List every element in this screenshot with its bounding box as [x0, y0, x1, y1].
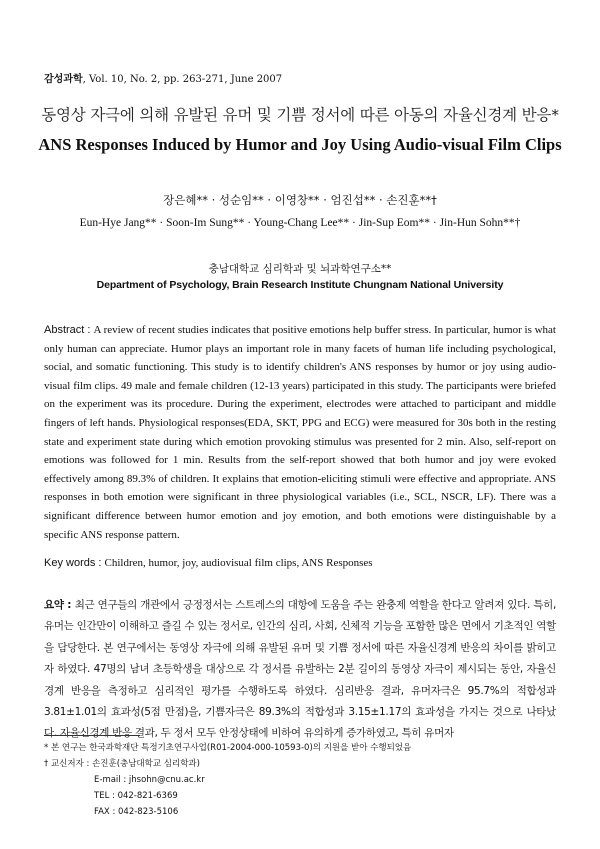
summary-label: 요약 :: [44, 599, 75, 611]
authors-korean: 장은혜** · 성순임** · 이영창** · 엄진섭** · 손진훈**†: [163, 193, 437, 207]
contact-fax: FAX : 042-823-5106: [94, 807, 179, 817]
journal-citation: [44, 70, 282, 85]
authors-english: Eun-Hye Jang** · Soon-Im Sung** · Young-Chang Lee** · Jin-Sup Eom** · Jin-Hun Sohn**†: [79, 217, 521, 229]
journal-volume-info: , Vol. 10, No. 2, pp. 263-271, June 2007: [82, 74, 283, 85]
abstract-text: A review of recent studies indicates that positive emotions help buffer stress. In particular, humor is what only human can appreciate. Humor plays an important role in many facets of human life including psychological, social, and somatic functioning. This study is to identify children's ANS responses by humor or joy using audio-visual film clips. 49 male and female children (12-13 years) participated in this study. The participants were briefed on the experiment was its procedure. During the experiment, electrodes were attached to participant and middle fingers of left hands. Physiological responses(EDA, SKT, PPG and ECG) were measured for 30s both in the resting state and experiment state during which emotion provoking stimulus was presented for 2 min. Also, self-report on emotions was followed for 1 min. Results from the self-report showed that both humor and joy were evoked effectively among 89.3% of children. It explains that emotion-eliciting stimuli were effective and appropriate. ANS responses in both emotion were significant in three physiological variables (i.e., SCL, NSCR, LF). There was a significant difference between humor emotion and joy emotion, and both emotions were distinguishable by a specific ANS response pattern.: [44, 324, 556, 541]
affiliation-korean: 충남대학교 심리학과 및 뇌과학연구소**: [208, 263, 392, 275]
footnote-divider: [44, 735, 140, 736]
affiliation-english: Department of Psychology, Brain Research Institute Chungnam National University: [96, 279, 504, 291]
paper-title-korean: 동영상 자극에 의해 유발된 유머 및 기쁨 정서에 따른 아동의 자율신경계 반응*: [41, 106, 559, 124]
korean-summary: [44, 595, 556, 745]
keywords-text: Children, humor, joy, audiovisual film clips, ANS Responses: [104, 557, 373, 569]
keywords-label: Key words :: [44, 557, 105, 569]
paper-title-english: ANS Responses Induced by Humor and Joy Using Audio-visual Film Clips: [38, 135, 562, 154]
journal-name: 감성과학: [44, 74, 83, 85]
contact-tel: TEL : 042-821-6369: [94, 791, 178, 801]
abstract: [44, 321, 556, 544]
keywords: [44, 557, 556, 569]
footnote-funding: * 본 연구는 한국과학재단 특정기초연구사업(R01-2004-000-10593-0)의 지원을 받아 수행되었음: [44, 743, 412, 753]
contact-email: E-mail : jhsohn@cnu.ac.kr: [94, 775, 205, 785]
footnote-corresponding-author: † 교신저자 : 손진훈(충남대학교 심리학과): [44, 759, 200, 769]
abstract-label: Abstract :: [44, 324, 94, 336]
summary-text: 최근 연구들의 개관에서 긍정정서는 스트레스의 대항에 도움을 주는 완충제 역할을 한다고 알려져 있다. 특히, 유머는 인간만이 이해하고 즐길 수 있는 정서로, 인간의 심리, 사회, 신체적 기능을 포함한 많은 면에서 기초적인 역할을 담당한다. 본 연구에서는 동영상 자극에 의해 유발된 유머 및 기쁨 정서에 따른 자율신경계 반응의 차이를 밝히고자 하였다. 47명의 남녀 초등학생을 대상으로 각 정서를 유발하는 2분 길이의 동영상 자극이 제시되는 동안, 자율신경계 반응을 측정하고 심리적인 평가를 수행하도록 하였다. 심리반응 결과, 유머자극은 95.7%의 적합성과 3.81±1.01의 효과성(5점 만점)을, 기쁨자극은 89.3%의 적합성과 3.15±1.17의 효과성을 가지는 것으로 나타났다. 자율신경계 반응 결과, 두 정서 모두 안정상태에 비하여 유의하게 증가하였고, 특히 유머자: [44, 599, 556, 740]
